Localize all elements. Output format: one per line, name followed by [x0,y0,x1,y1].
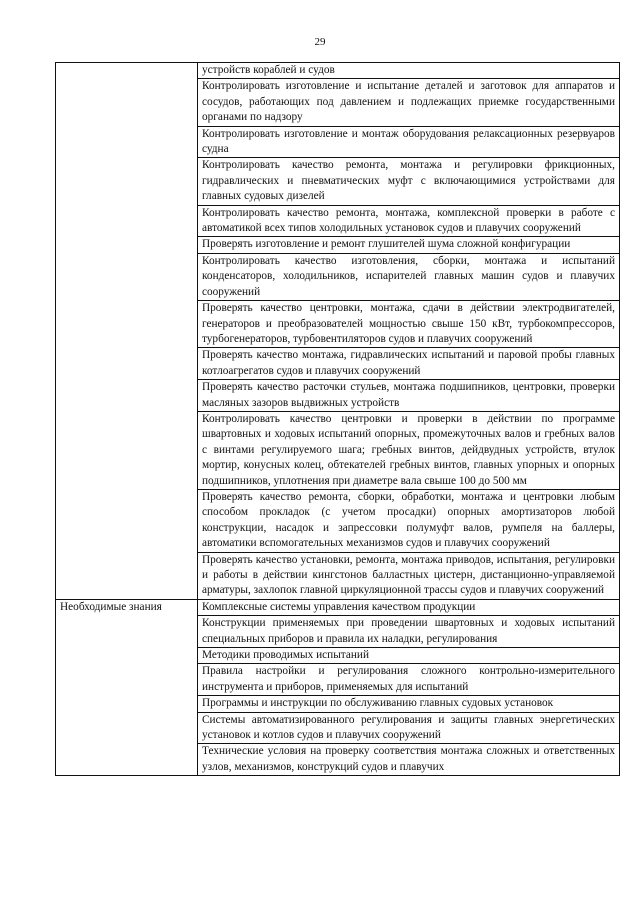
requirements-table [55,62,620,776]
table-cell: Программы и инструкции по обслуживанию главных судовых установок [198,696,620,712]
table-cell: Контролировать изготовление и монтаж оборудования релаксационных резервуаров судна [198,126,620,158]
table-row [56,599,620,615]
empty-label-cell [56,63,198,600]
table-cell: Конструкции применяемых при проведении швартовных и ходовых испытаний специальных приборов и правила их наладки, регулирования [198,616,620,648]
table-cell: Проверять качество расточки стульев, монтажа подшипников, центровки, проверки масляных зазоров выдвижных устройств [198,380,620,412]
table-cell: Проверять качество центровки, монтажа, сдачи в действии электродвигателей, генераторов и преобразователей мощностью свыше 150 кВт, турбокомпрессоров, турбогенераторов, турбовентиляторов судов и плавучих сооружений [198,301,620,348]
table-row [56,63,620,79]
table-cell: Методики проводимых испытаний [198,648,620,664]
page-number: 29 [314,36,326,48]
table-cell: Проверять качество ремонта, сборки, обработки, монтажа и центровки любым способом прокладок (с учетом просадки) опорных амортизаторов любой конструкции, насадок и запрессовки полумуфт валов, румпеля на баллеры, автоматики вспомогательных механизмов судов и плавучих сооружений [198,489,620,552]
table-cell: Комплексные системы управления качеством продукции [198,599,620,615]
table-cell: Правила настройки и регулирования сложного контрольно-измерительного инструмента и приборов, применяемых для испытаний [198,664,620,696]
table-cell: Проверять изготовление и ремонт глушителей шума сложной конфигурации [198,237,620,253]
table-cell: Контролировать качество изготовления, сборки, монтажа и испытаний конденсаторов, холодильников, испарителей главных машин судов и плавучих сооружений [198,253,620,300]
table-cell: Контролировать качество ремонта, монтажа и регулировки фрикционных, гидравлических и пневматических муфт с включающимися устройствами для главных судовых дизелей [198,158,620,205]
table-cell: устройств кораблей и судов [198,63,620,79]
table-cell: Проверять качество монтажа, гидравлических испытаний и паровой пробы главных котлоагрегатов судов и плавучих сооружений [198,348,620,380]
table-cell: Контролировать качество ремонта, монтажа, комплексной проверки в работе с автоматикой всех типов холодильных установок судов и плавучих сооружений [198,205,620,237]
table-cell: Проверять качество установки, ремонта, монтажа приводов, испытания, регулировки и работы в действии кингстонов балластных цистерн, дистанционно-управляемой арматуры, захлопок главной циркуляционной трассы судов и плавучих сооружений [198,552,620,599]
section-label-knowledge: Необходимые знания [56,599,198,775]
table-cell: Системы автоматизированного регулирования и защиты главных энергетических установок и котлов судов и плавучих сооружений [198,712,620,744]
table-cell: Технические условия на проверку соответствия монтажа сложных и ответственных узлов, механизмов, конструкций судов и плавучих [198,744,620,776]
table-cell: Контролировать качество центровки и проверки в действии по программе швартовных и ходовых испытаний опорных, промежуточных валов и гребных валов с винтами регулируемого шага; гребных винтов, дейдвудных устройств, втулок мортир, конусных колец, обтекателей гребных винтов, главных упорных и опорных подшипников, уплотнения при диаметре вала свыше 100 до 500 мм [198,411,620,489]
table-cell: Контролировать изготовление и испытание деталей и заготовок для аппаратов и сосудов, работающих под давлением и подлежащих приемке государственными органами по надзору [198,79,620,126]
